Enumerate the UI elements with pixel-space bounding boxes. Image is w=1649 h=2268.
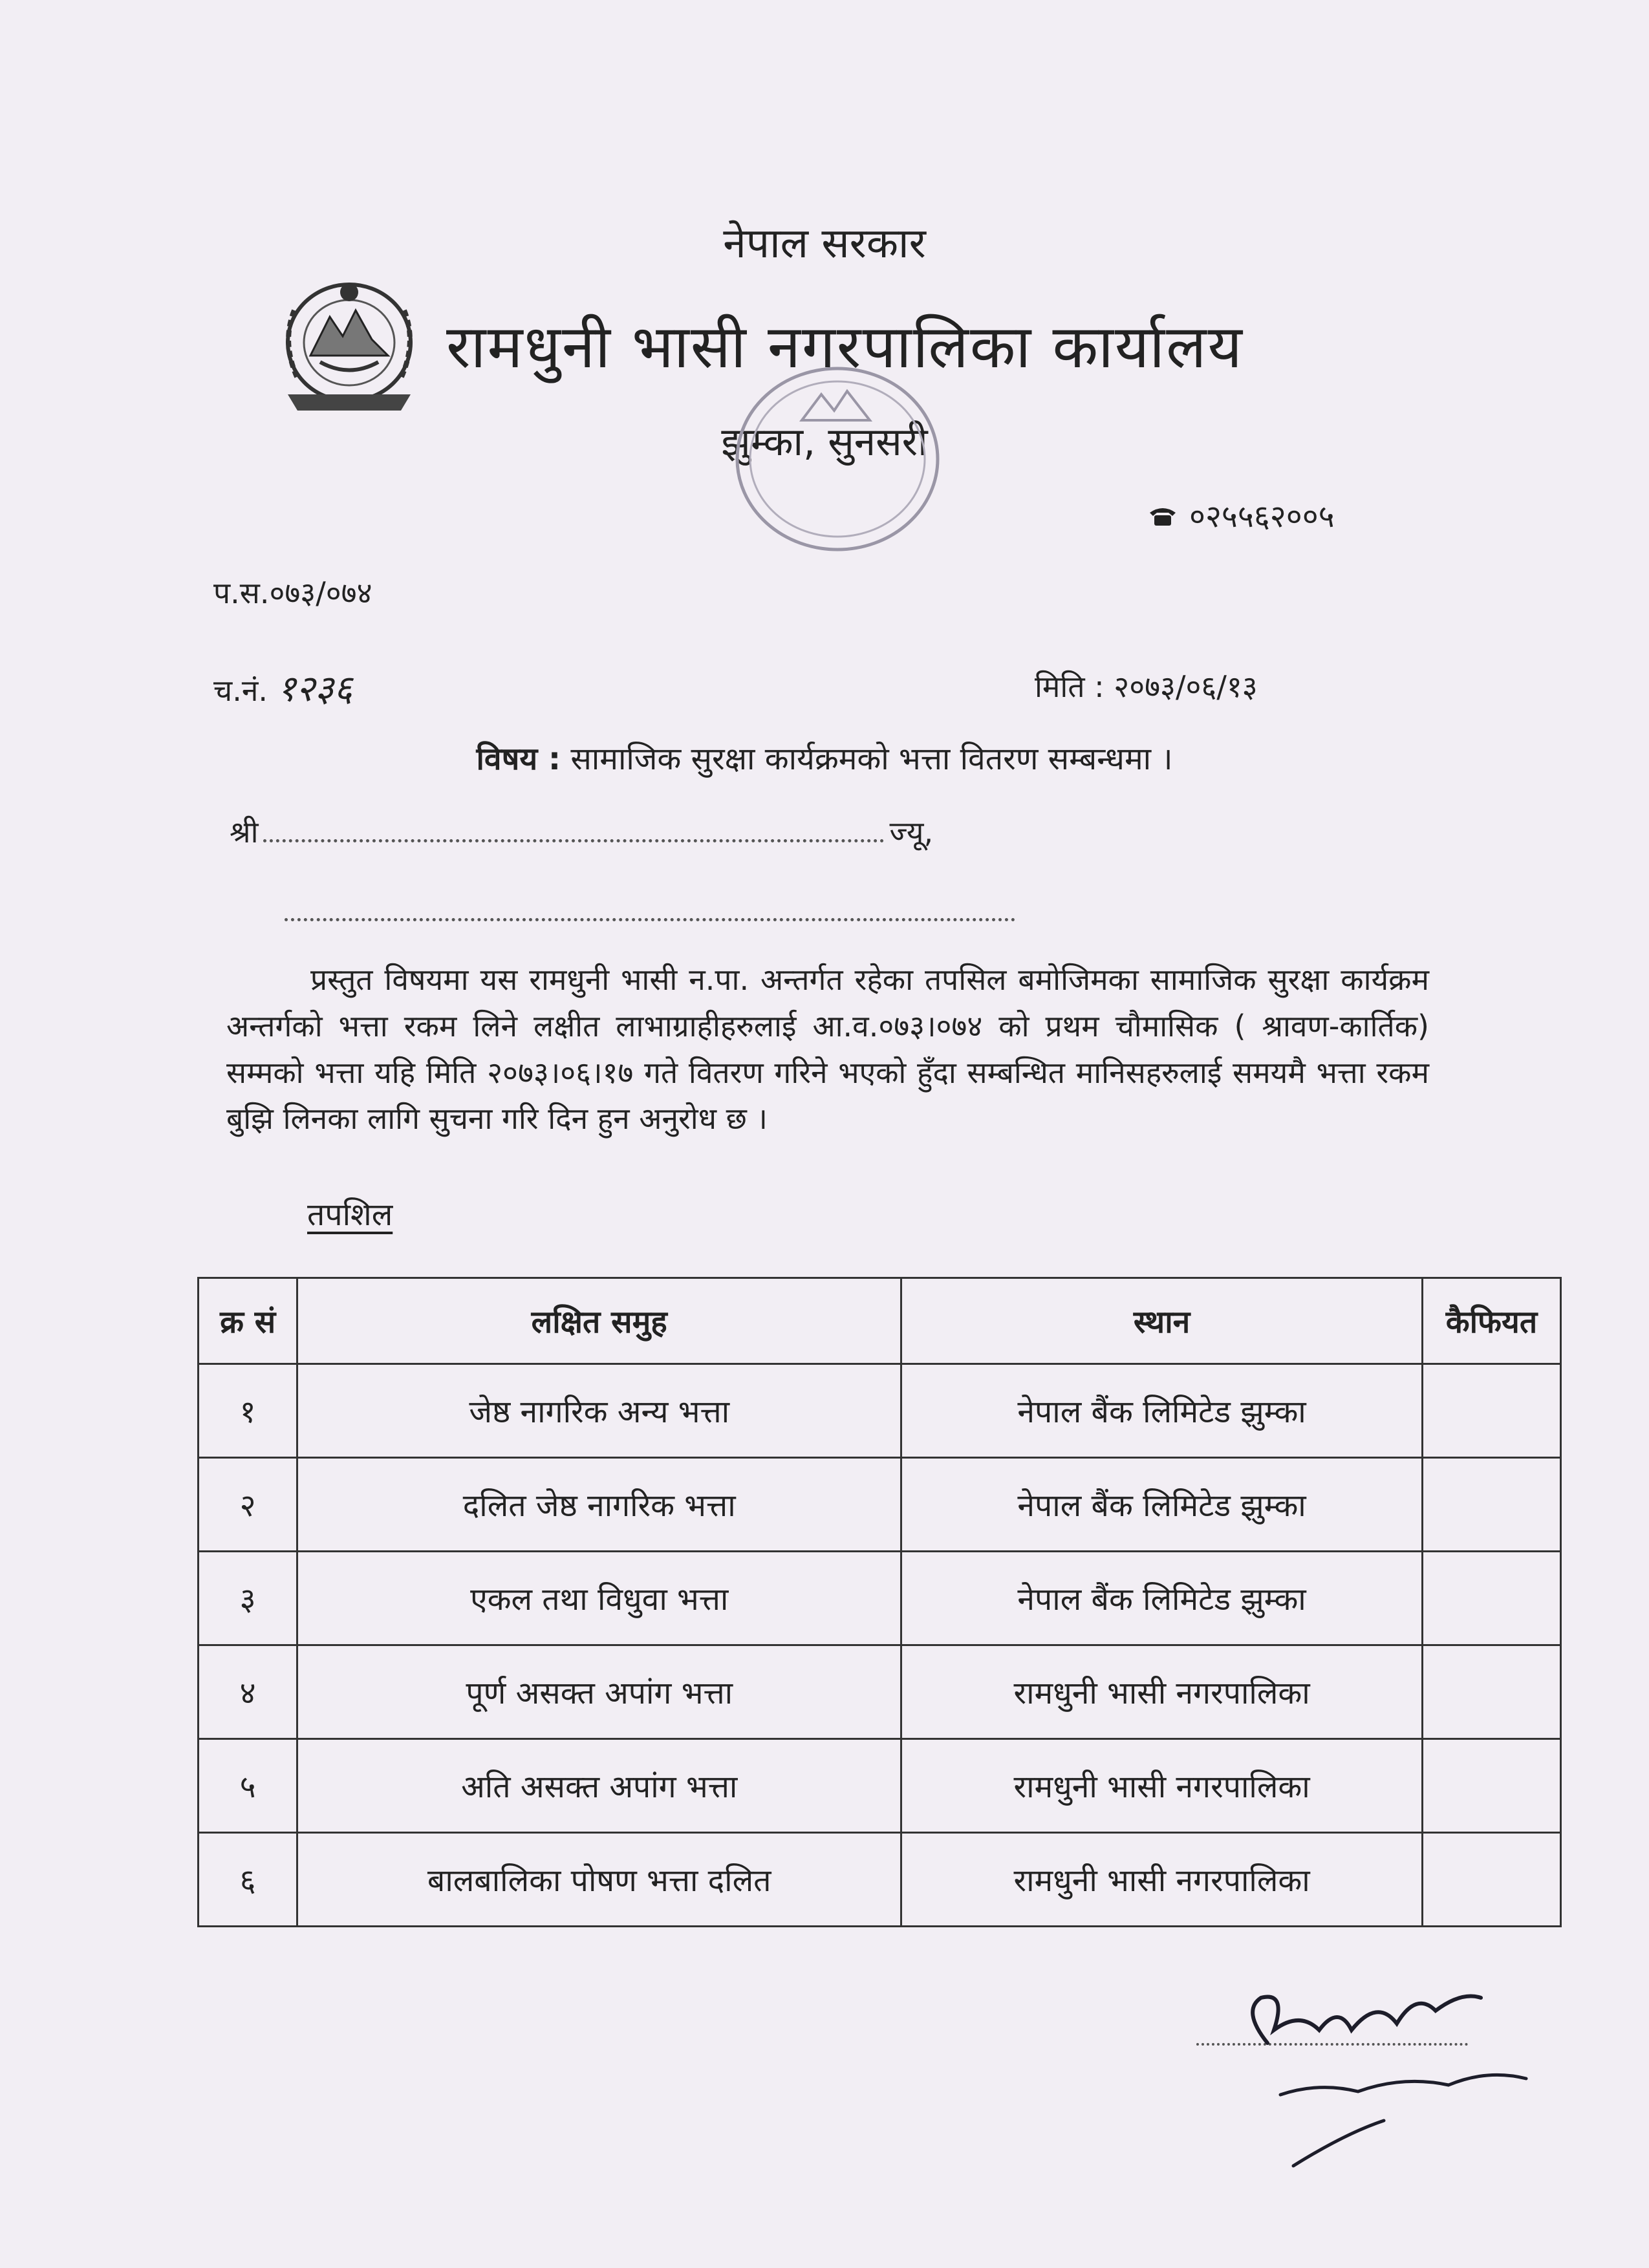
fiscal-year-ref: प.स.०७३/०७४ xyxy=(213,575,372,610)
letter-date: मिति : २०७३/०६/१३ xyxy=(1035,669,1258,704)
dispatch-label: च.नं. xyxy=(213,673,268,708)
cell-target-group: एकल तथा विधुवा भत्ता xyxy=(297,1552,901,1645)
telephone-icon xyxy=(1148,505,1178,527)
office-title: रामधुनी भासी नगरपालिका कार्यालय xyxy=(446,312,1244,381)
dispatch-number xyxy=(213,663,352,712)
salutation-suffix: ज्यू, xyxy=(889,815,934,850)
header-remarks: कैफियत xyxy=(1423,1278,1561,1364)
cell-serial: ६ xyxy=(199,1833,297,1927)
cell-target-group: पूर्ण असक्त अपांग भत्ता xyxy=(297,1645,901,1739)
cell-target-group: बालबालिका पोषण भत्ता दलित xyxy=(297,1833,901,1927)
header-target-group: लक्षित समुह xyxy=(297,1278,901,1364)
office-location: झुम्का, सुनसरी xyxy=(721,420,928,465)
nepal-emblem-icon xyxy=(262,272,436,420)
body-paragraph: प्रस्तुत विषयमा यस रामधुनी भासी न.पा. अन्तर्गत रहेका तपसिल बमोजिमका सामाजिक सुरक्षा कार्यक्रम अन्तर्गको भत्ता रकम लिने लक्षीत लाभाग्राहीहरुलाई आ.व.०७३।०७४ को प्रथम चौमासिक ( श्रावण-कार्तिक) सम्मको भत्ता यहि मिति २०७३।०६।१७ गते वितरण गरिने भएको हुँदा सम्बन्धित मानिसहरुलाई समयमै भत्ता रकम बुझि लिनका लागि सुचना गरि दिन हुन अनुरोध छ । xyxy=(226,962,1429,1137)
office-stamp xyxy=(731,362,944,556)
cell-location: रामधुनी भासी नगरपालिका xyxy=(901,1833,1423,1927)
beneficiary-table xyxy=(197,1277,1562,1927)
cell-remarks xyxy=(1423,1739,1561,1833)
cell-target-group: अति असक्त अपांग भत्ता xyxy=(297,1739,901,1833)
cell-location: नेपाल बैंक लिमिटेड झुम्का xyxy=(901,1552,1423,1645)
cell-remarks xyxy=(1423,1364,1561,1458)
phone-text: ०२५५६२००५ xyxy=(1189,498,1335,535)
cell-serial: ४ xyxy=(199,1645,297,1739)
cell-remarks xyxy=(1423,1458,1561,1552)
table-row xyxy=(199,1364,1561,1458)
table-row xyxy=(199,1833,1561,1927)
cell-location: नेपाल बैंक लिमिटेड झुम्का xyxy=(901,1364,1423,1458)
addressee-blank-line xyxy=(285,905,1015,921)
cell-location: रामधुनी भासी नगरपालिका xyxy=(901,1739,1423,1833)
table-row xyxy=(199,1458,1561,1552)
cell-serial: २ xyxy=(199,1458,297,1552)
dispatch-value: १२३६ xyxy=(277,668,353,710)
cell-remarks xyxy=(1423,1645,1561,1739)
header-location: स्थान xyxy=(901,1278,1423,1364)
cell-serial: ३ xyxy=(199,1552,297,1645)
addressee-blank xyxy=(263,839,884,842)
subject-line xyxy=(0,737,1649,779)
table-row xyxy=(199,1552,1561,1645)
table-row xyxy=(199,1739,1561,1833)
cell-location: नेपाल बैंक लिमिटेड झुम्का xyxy=(901,1458,1423,1552)
salutation: श्री xyxy=(230,815,259,850)
cell-remarks xyxy=(1423,1552,1561,1645)
cell-target-group: जेष्ठ नागरिक अन्य भत्ता xyxy=(297,1364,901,1458)
phone-number xyxy=(1148,495,1335,537)
office-seal-icon xyxy=(731,362,944,556)
cell-target-group: दलित जेष्ठ नागरिक भत्ता xyxy=(297,1458,901,1552)
header-serial: क्र सं xyxy=(199,1278,297,1364)
cell-location: रामधुनी भासी नगरपालिका xyxy=(901,1645,1423,1739)
table-header-row xyxy=(199,1278,1561,1364)
government-title: नेपाल सरकार xyxy=(723,220,926,268)
cell-serial: ५ xyxy=(199,1739,297,1833)
list-heading: तपशिल xyxy=(307,1197,393,1233)
cell-serial: १ xyxy=(199,1364,297,1458)
handwritten-signature xyxy=(1190,1972,1552,2185)
addressee-line xyxy=(230,811,933,851)
subject-label: विषय : xyxy=(476,741,561,777)
subject-text: सामाजिक सुरक्षा कार्यक्रमको भत्ता वितरण सम्बन्धमा । xyxy=(570,741,1173,777)
cell-remarks xyxy=(1423,1833,1561,1927)
table-row xyxy=(199,1645,1561,1739)
